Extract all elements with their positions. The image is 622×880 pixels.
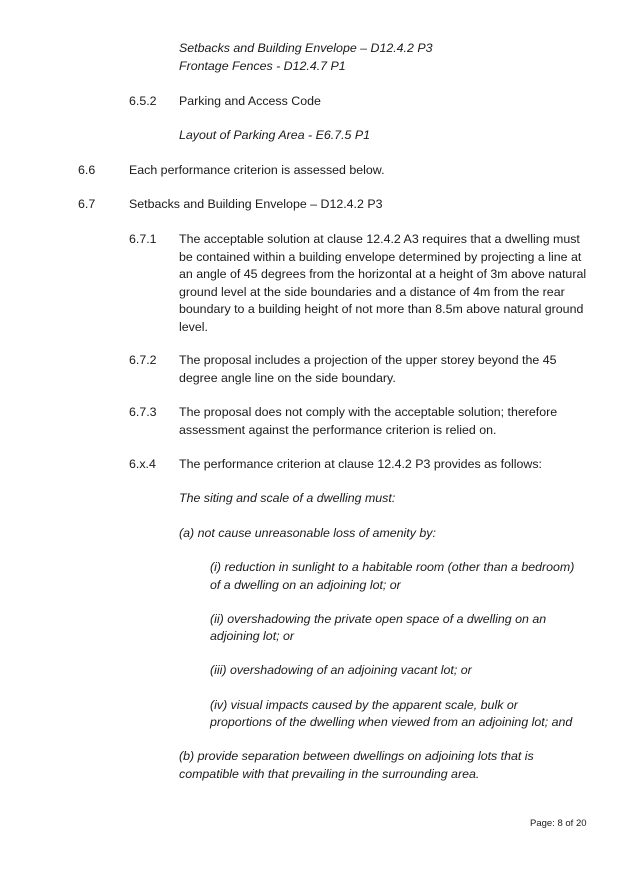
quote-item-i-cont: of a dwelling on an adjoining lot; or [210, 578, 401, 592]
para-number-6-7-1: 6.7.1 [129, 232, 157, 246]
para-line: The proposal does not comply with the acceptable solution; therefore [179, 405, 558, 419]
para-number-6-7-2: 6.7.2 [129, 353, 157, 367]
para-number-6-x-4: 6.x.4 [129, 457, 156, 471]
para-line: assessment against the performance criterion is relied on. [179, 423, 497, 437]
quote-item-b-cont: compatible with that prevailing in the surrounding area. [179, 767, 480, 781]
quote-item-iii: (iii) overshadowing of an adjoining vacant lot; or [210, 663, 472, 677]
para-line: boundary to a building height of not more than 8.5m above natural ground [179, 302, 584, 316]
para-line: ground level at the side boundaries and a distance of 4m from the rear [179, 285, 565, 299]
para-text-6-x-4: The performance criterion at clause 12.4.2 P3 provides as follows: [179, 457, 542, 471]
section-number-6-5-2: 6.5.2 [129, 94, 157, 108]
para-line: The proposal includes a projection of the upper storey beyond the 45 [179, 353, 557, 367]
ref-frontage-fences: Frontage Fences - D12.4.7 P1 [179, 59, 346, 73]
quote-item-b: (b) provide separation between dwellings on adjoining lots that is [179, 749, 534, 763]
quote-item-ii: (ii) overshadowing the private open space of a dwelling on an [210, 612, 547, 626]
para-line: degree angle line on the side boundary. [179, 371, 396, 385]
para-line: The acceptable solution at clause 12.4.2 A3 requires that a dwelling must [179, 232, 580, 246]
quote-item-iv-cont: proportions of the dwelling when viewed from an adjoining lot; and [210, 715, 573, 729]
quote-item-a: (a) not cause unreasonable loss of amenity by: [179, 526, 436, 540]
para-line: an angle of 45 degrees from the horizontal at a height of 3m above natural [179, 267, 587, 281]
section-number-6-6: 6.6 [78, 163, 96, 177]
section-text-6-6: Each performance criterion is assessed below. [129, 163, 385, 177]
para-line: level. [179, 320, 208, 334]
quote-item-ii-cont: adjoining lot; or [210, 629, 295, 643]
page-number: Page: 8 of 20 [530, 818, 587, 829]
ref-parking-layout: Layout of Parking Area - E6.7.5 P1 [179, 128, 371, 142]
ref-setbacks: Setbacks and Building Envelope – D12.4.2 P3 [179, 41, 433, 55]
para-number-6-7-3: 6.7.3 [129, 405, 157, 419]
quote-item-i: (i) reduction in sunlight to a habitable room (other than a bedroom) [210, 560, 575, 574]
para-line: be contained within a building envelope determined by projecting a line at [179, 250, 582, 264]
section-number-6-7: 6.7 [78, 197, 96, 211]
section-heading-parking: Parking and Access Code [179, 94, 321, 108]
section-heading-6-7: Setbacks and Building Envelope – D12.4.2 P3 [129, 197, 383, 211]
quote-intro: The siting and scale of a dwelling must: [179, 491, 396, 505]
quote-item-iv: (iv) visual impacts caused by the apparent scale, bulk or [210, 698, 518, 712]
